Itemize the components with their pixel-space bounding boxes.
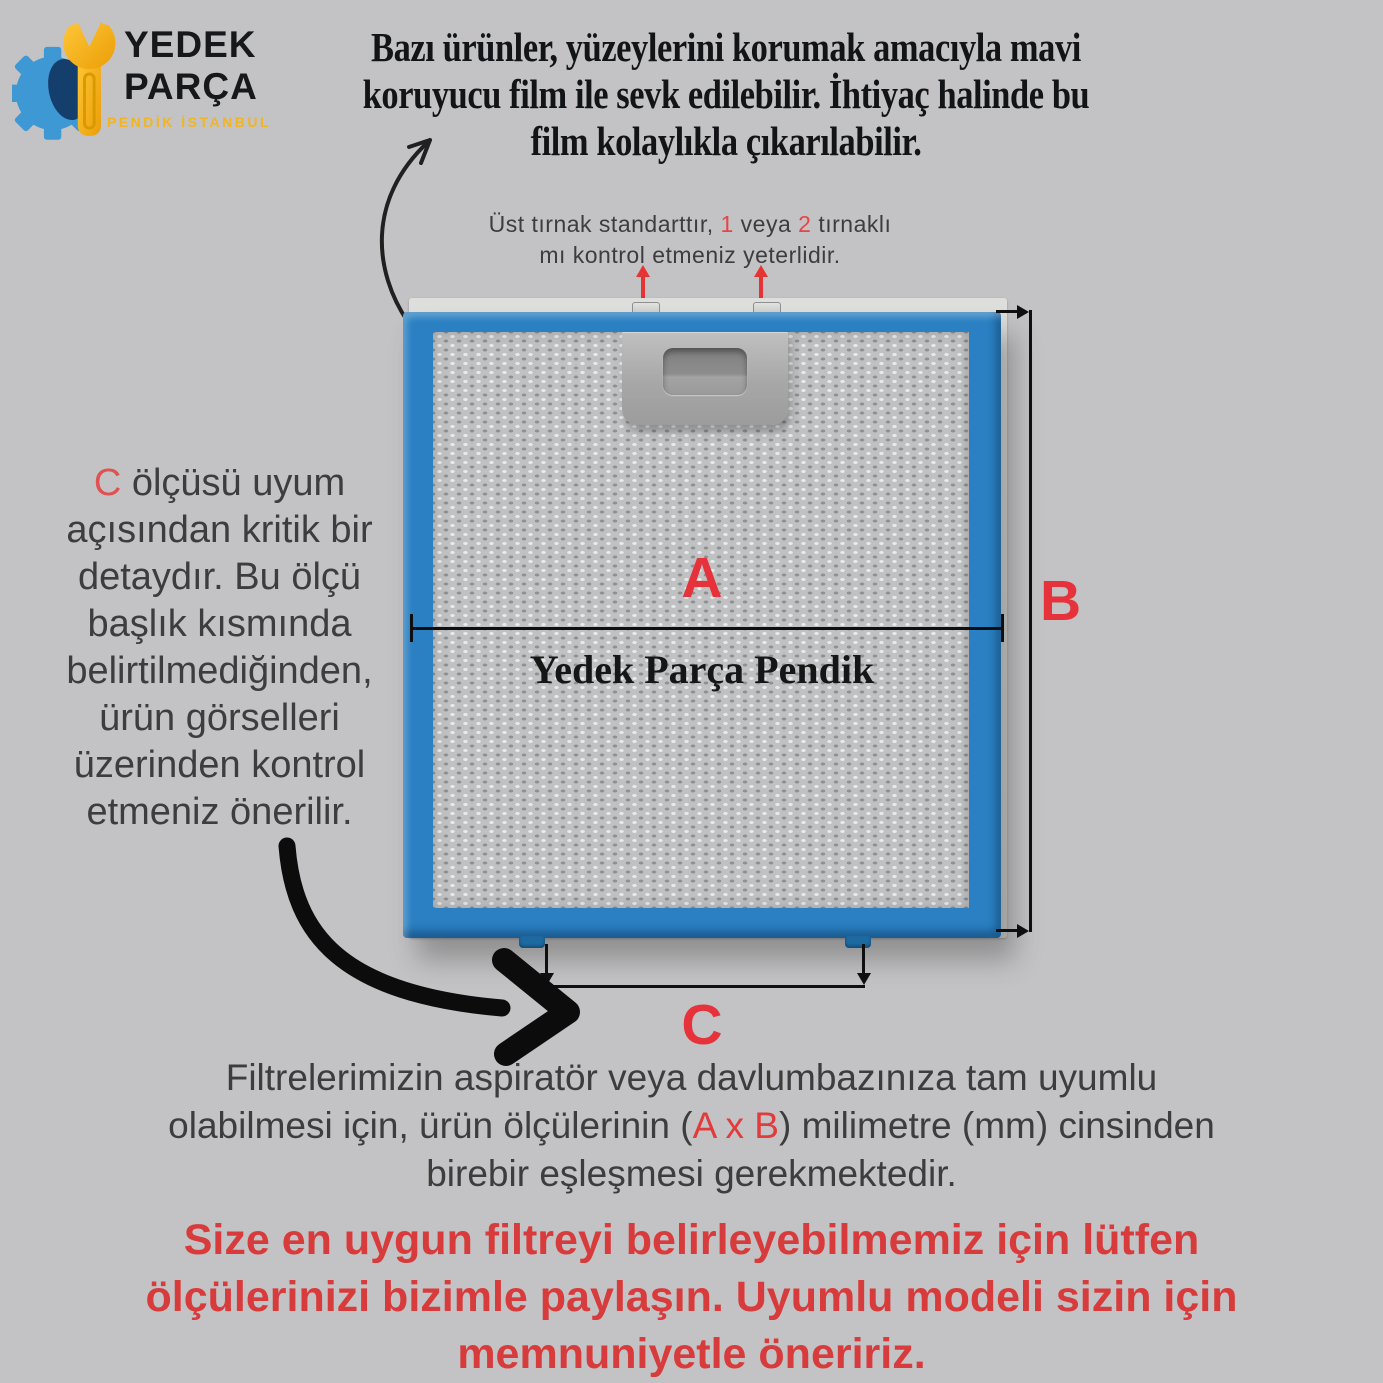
brush-arrow-icon bbox=[248, 828, 588, 1068]
dim-b-arrow-bottom bbox=[996, 929, 1018, 932]
left-note-line: başlık kısmında bbox=[87, 603, 352, 645]
film-note-line: Bazı ürünler, yüzeylerini korumak amacıyla mavi bbox=[371, 24, 1081, 70]
fit-note-red-dims: A x B bbox=[692, 1105, 779, 1146]
film-note-line: koruyucu film ile sevk edilebilir. İhtiyaç halinde bu bbox=[362, 71, 1090, 117]
fit-note-text: olabilmesi için, ürün ölçülerinin ( bbox=[168, 1105, 693, 1146]
handle-cutout bbox=[663, 348, 747, 395]
filter-bottom-tab-right bbox=[845, 936, 871, 948]
cta-note-line: ölçülerinizi bizimle paylaşın. Uyumlu modeli sizin için bbox=[145, 1273, 1238, 1321]
left-note-line: üzerinden kontrol bbox=[73, 744, 366, 786]
tab-note-text: tırnaklı bbox=[811, 211, 892, 237]
dim-c-label: C bbox=[681, 993, 723, 1057]
cta-note-line: Size en uygun filtreyi belirleyebilmemiz için lütfen bbox=[183, 1216, 1200, 1264]
left-note-red-letter: C bbox=[93, 462, 122, 504]
dim-b-line bbox=[1029, 310, 1032, 932]
tab-note-text: veya bbox=[733, 211, 799, 237]
left-note-line: etmeniz önerilir. bbox=[86, 791, 353, 833]
filter-handle bbox=[622, 332, 788, 425]
left-note-line: detaydır. Bu ölçü bbox=[77, 556, 362, 598]
left-note-line: belirtilmediğinden, bbox=[66, 650, 373, 692]
film-note-line: film kolaylıkla çıkarılabilir. bbox=[530, 118, 922, 164]
tab-count-two: 2 bbox=[798, 211, 812, 237]
fit-requirement-note bbox=[70, 1054, 1313, 1198]
c-dimension-note bbox=[12, 460, 427, 836]
fit-note-line1: Filtrelerimizin aspiratör veya davlumbazınıza tam uyumlu bbox=[225, 1057, 1158, 1098]
filter-watermark: Yedek Parça Pendik bbox=[529, 647, 875, 692]
left-note-line1 bbox=[12, 460, 427, 507]
tab-count-note bbox=[440, 209, 940, 271]
tab-note-line2: mı kontrol etmeniz yeterlidir. bbox=[539, 242, 841, 268]
left-note-text: ölçüsü uyum bbox=[121, 462, 346, 504]
fit-note-line3: birebir eşleşmesi gerekmektedir. bbox=[426, 1153, 957, 1194]
tab-count-one: 1 bbox=[720, 211, 734, 237]
dim-b-label: B bbox=[1040, 569, 1082, 633]
cta-note-line: memnuniyetle öneririz. bbox=[457, 1330, 926, 1378]
logo-subtitle: PENDİK İSTANBUL bbox=[107, 114, 272, 130]
tab-note-text: Üst tırnak standarttır, bbox=[488, 211, 721, 237]
left-note-line: ürün görselleri bbox=[99, 697, 340, 739]
logo-title-line2: PARÇA bbox=[124, 66, 258, 107]
dim-c-line bbox=[549, 985, 865, 988]
logo-title-line1: YEDEK bbox=[124, 24, 257, 65]
fit-note-text: ) milimetre (mm) cinsinden bbox=[778, 1105, 1215, 1146]
dim-c-arrow-right bbox=[862, 944, 865, 974]
tab-note-line1 bbox=[440, 209, 940, 240]
dim-a-label: A bbox=[681, 546, 723, 610]
cta-note bbox=[50, 1212, 1333, 1383]
dim-a-tick-right bbox=[1001, 614, 1004, 642]
brand-logo bbox=[12, 8, 312, 148]
dim-a-line bbox=[411, 627, 1003, 630]
left-note-line: açısından kritik bir bbox=[66, 509, 373, 551]
dim-b-arrow-top bbox=[996, 310, 1018, 313]
fit-note-line2 bbox=[70, 1102, 1313, 1150]
